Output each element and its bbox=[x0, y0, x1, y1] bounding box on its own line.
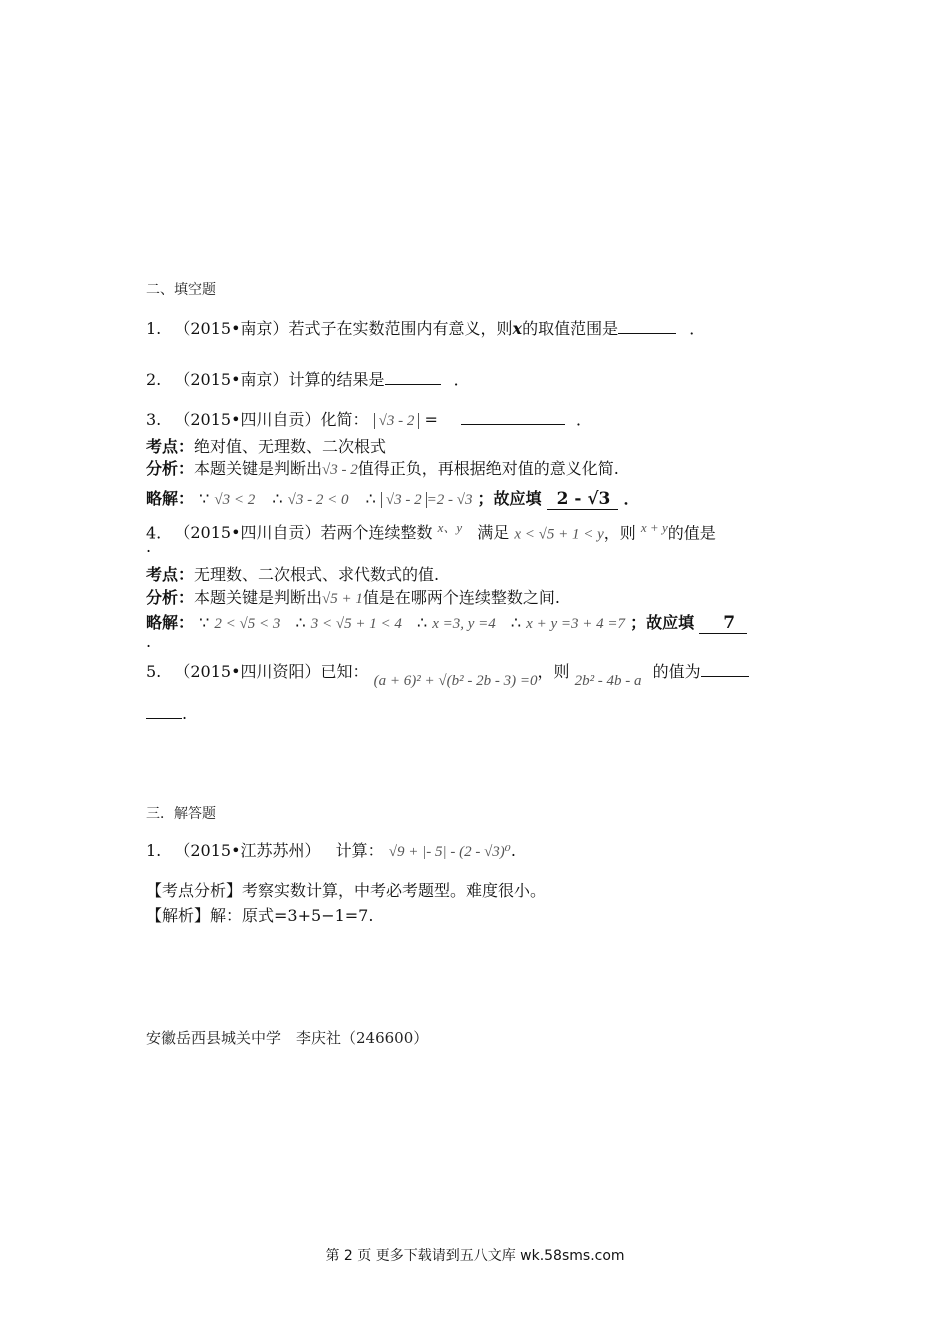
math-expression: √5 + 1 bbox=[322, 591, 363, 607]
solution-text: 解：原式=3+5−1=7. bbox=[210, 906, 374, 925]
solution-label: 【解析】 bbox=[146, 906, 211, 925]
because-symbol: ∵ bbox=[199, 613, 210, 632]
math-expression: 2 < √5 < 3 bbox=[214, 616, 281, 632]
fenxi-text: 本题关键是判断出 bbox=[194, 459, 323, 478]
analysis-line bbox=[146, 878, 546, 901]
answer-value: 2 - √3 bbox=[547, 489, 619, 510]
question-text: 的值为 bbox=[652, 662, 701, 681]
fenxi-text: 值得正负，再根据绝对值的意义化简. bbox=[357, 459, 619, 478]
answer-section-title: 三．解答题 bbox=[146, 806, 216, 822]
equals-sign: = bbox=[424, 410, 438, 429]
answer-blank[interactable] bbox=[385, 370, 441, 385]
question-text: （2015•南京）计算的结果是 bbox=[174, 370, 385, 389]
page-footer: 第 2 页 更多下载请到五八文库 wk.58sms.com bbox=[325, 1248, 625, 1264]
solution-line bbox=[146, 903, 373, 926]
fenxi-label: 分析： bbox=[146, 459, 195, 478]
math-expression: √3 - 2 bbox=[374, 413, 420, 429]
answer-blank[interactable] bbox=[701, 662, 749, 677]
question-text: （2015•南京）若式子在实数范围内有意义，则 bbox=[174, 319, 513, 338]
q3-kaodian bbox=[146, 434, 386, 457]
fenxi-label: 分析： bbox=[146, 588, 195, 607]
math-expression: (a + 6)² + √(b² - 2b - 3) =0 bbox=[373, 673, 538, 689]
q4-fenxi bbox=[146, 585, 560, 608]
question-5 bbox=[146, 659, 749, 689]
therefore-symbol: ∴ bbox=[272, 489, 283, 508]
question-1 bbox=[146, 316, 705, 339]
question-end: ． bbox=[623, 489, 640, 508]
q4-dot: . bbox=[146, 537, 152, 556]
question-text: ，则 bbox=[603, 523, 636, 543]
kaodian-label: 考点： bbox=[146, 437, 195, 456]
lue-label: 略解： bbox=[146, 489, 195, 508]
question-text: （2015•四川资阳）已知： bbox=[174, 662, 369, 681]
answer-blank[interactable] bbox=[618, 319, 676, 334]
math-expression: √3 < 2 bbox=[214, 492, 256, 508]
question-number: 2. bbox=[146, 370, 162, 389]
q4-kaodian bbox=[146, 562, 439, 585]
question-number: 5. bbox=[146, 662, 162, 681]
answer-value: 7 bbox=[699, 613, 747, 634]
math-expression: =2 - √3 bbox=[426, 492, 473, 508]
question-text: 的值是 bbox=[667, 523, 716, 543]
question-3 bbox=[146, 407, 592, 430]
question-number: 1. bbox=[146, 841, 162, 860]
question-4 bbox=[146, 517, 716, 543]
analysis-text: 考察实数计算，中考必考题型。难度很小。 bbox=[242, 881, 547, 900]
author-line: 安徽岳西县城关中学 李庆社（246600） bbox=[146, 1029, 429, 1047]
q4-dot: . bbox=[146, 632, 152, 651]
question-end: ． bbox=[689, 319, 706, 338]
math-var: x bbox=[512, 319, 523, 338]
therefore-symbol: ∴ bbox=[295, 613, 306, 632]
question-end: . bbox=[510, 841, 516, 860]
kaodian-label: 考点： bbox=[146, 565, 195, 584]
math-expression: x + y bbox=[640, 520, 668, 535]
q3-fenxi bbox=[146, 456, 619, 479]
analysis-label: 【考点分析】 bbox=[146, 881, 243, 900]
math-expression: √9 + |- 5| - (2 - √3)⁰ bbox=[388, 844, 511, 860]
answer-prompt: ；故应填 bbox=[630, 613, 695, 632]
kaodian-text: 无理数、二次根式、求代数式的值. bbox=[194, 565, 440, 584]
question-text: ，则 bbox=[537, 662, 570, 681]
q3-lue bbox=[146, 486, 640, 510]
math-expression: 2b² - 4b - a bbox=[574, 673, 642, 689]
question-text: （2015•四川自贡）化简： bbox=[174, 410, 369, 429]
calc-label: 计算： bbox=[335, 841, 384, 860]
q4-lue bbox=[146, 610, 747, 634]
question-text: 的取值范围是 bbox=[522, 319, 619, 338]
answer-blank[interactable] bbox=[461, 410, 565, 425]
therefore-symbol: ∴ bbox=[510, 613, 522, 632]
question-end: ． bbox=[453, 370, 470, 389]
math-expression: 3 < √5 + 1 < 4 bbox=[310, 616, 402, 632]
therefore-symbol: ∴ bbox=[365, 489, 376, 508]
question-end: ． bbox=[576, 410, 593, 429]
math-expression: x =3, y =4 bbox=[432, 616, 496, 632]
question-number: 3. bbox=[146, 410, 162, 429]
math-expression: x < √5 + 1 < y bbox=[514, 526, 604, 543]
math-expression: √3 - 2 bbox=[322, 462, 358, 478]
kaodian-text: 绝对值、无理数、二次根式 bbox=[194, 437, 387, 456]
because-symbol: ∵ bbox=[199, 489, 210, 508]
therefore-symbol: ∴ bbox=[416, 613, 428, 632]
question-end: . bbox=[182, 704, 188, 723]
math-expression: x、y bbox=[437, 520, 463, 535]
lue-label: 略解： bbox=[146, 613, 195, 632]
answer-blank[interactable] bbox=[146, 704, 182, 719]
question-number: 4. bbox=[146, 523, 162, 543]
question-number: 1. bbox=[146, 319, 162, 338]
q5-continuation bbox=[146, 704, 187, 723]
math-expression: √3 - 2 bbox=[381, 492, 427, 508]
fenxi-text: 本题关键是判断出 bbox=[194, 588, 323, 607]
question-text: （2015•江苏苏州） bbox=[174, 841, 321, 860]
fill-section-title: 二、填空题 bbox=[146, 282, 216, 298]
answer-question-1 bbox=[146, 838, 516, 861]
fenxi-text: 值是在哪两个连续整数之间. bbox=[362, 588, 560, 607]
math-expression: x + y =3 + 4 =7 bbox=[526, 616, 625, 632]
question-text: 满足 bbox=[477, 523, 510, 543]
question-2 bbox=[146, 367, 470, 390]
answer-prompt: ；故应填 bbox=[477, 489, 542, 508]
question-text: （2015•四川自贡）若两个连续整数 bbox=[174, 523, 433, 543]
math-expression: √3 - 2 < 0 bbox=[287, 492, 349, 508]
